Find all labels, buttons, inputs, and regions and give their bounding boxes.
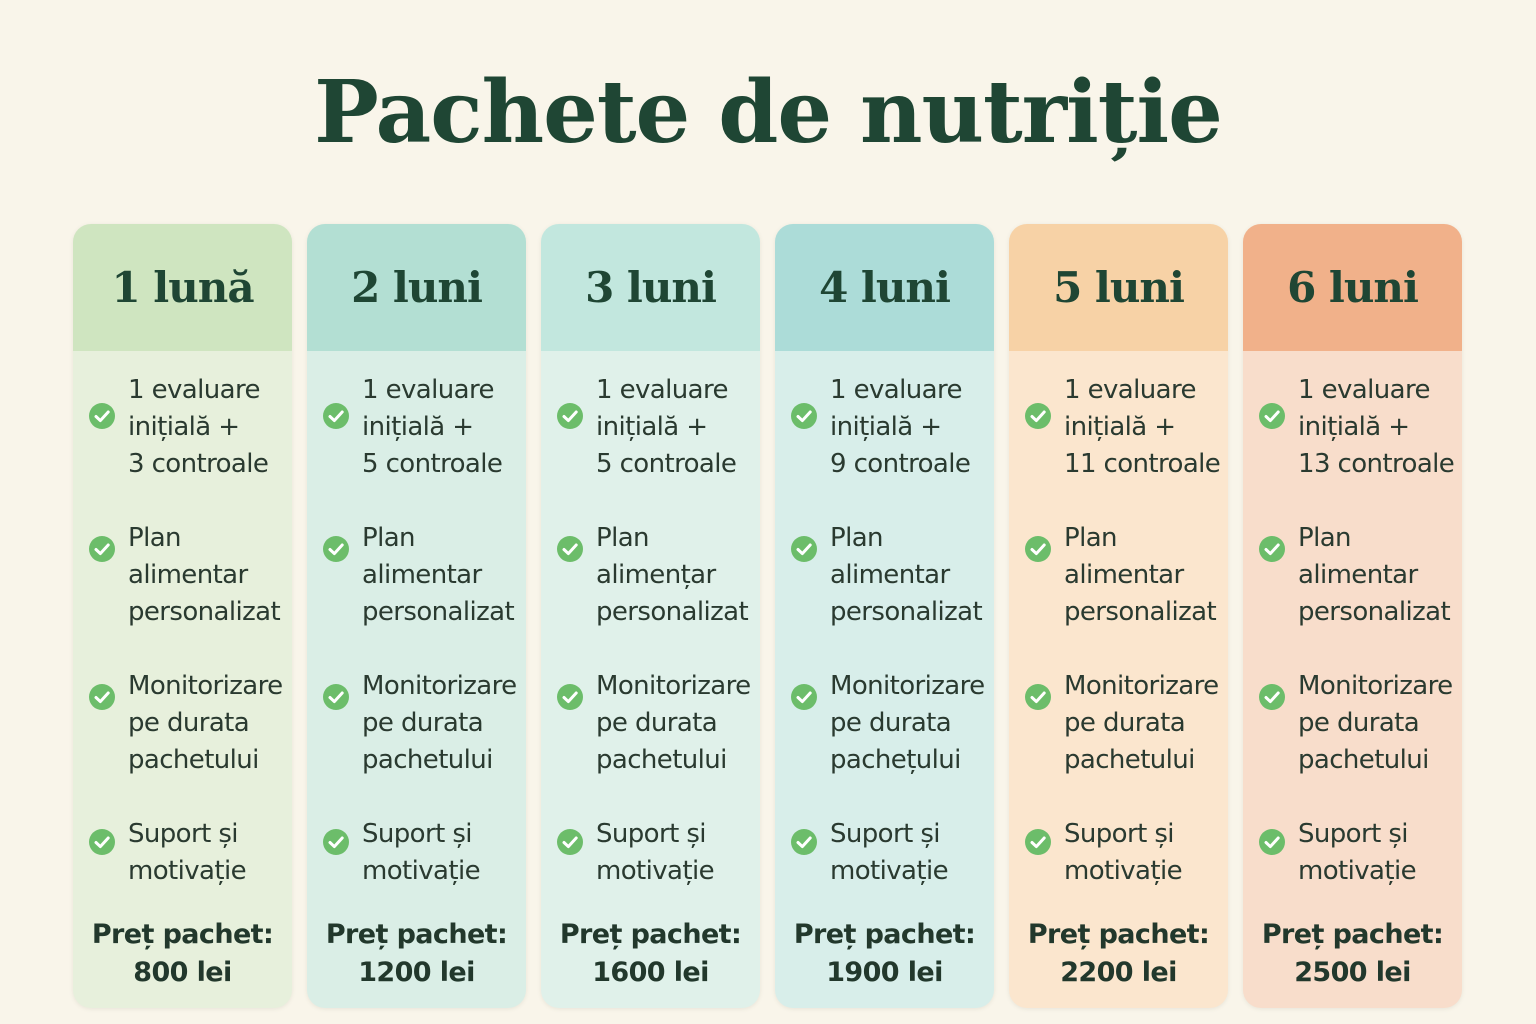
feature-evaluation: [775, 372, 994, 492]
check-icon: [88, 828, 116, 856]
check-icon: [88, 402, 116, 430]
check-icon: [1258, 828, 1286, 856]
price-label: Preț pachet:: [325, 919, 508, 950]
feature-text: Suport și motivație: [830, 819, 948, 886]
check-icon: [1258, 535, 1286, 563]
feature-text: Monitorizare pe durata pachetului: [1064, 671, 1219, 775]
feature-monitoring: [1009, 668, 1228, 788]
price-value: 2200 lei: [1060, 957, 1177, 988]
price-value: 2500 lei: [1294, 957, 1411, 988]
package-card: [307, 224, 526, 1008]
feature-text: 1 evaluare inițială + 5 controale: [362, 375, 503, 479]
package-cards: [73, 224, 1463, 1008]
package-card: [1009, 224, 1228, 1008]
package-card-header: [73, 224, 292, 351]
feature-evaluation: [1009, 372, 1228, 492]
check-icon: [556, 828, 584, 856]
package-price: [307, 916, 526, 992]
price-label: Preț pachet:: [793, 919, 976, 950]
check-icon: [790, 535, 818, 563]
check-icon: [322, 535, 350, 563]
package-card: [541, 224, 760, 1008]
check-icon: [1258, 683, 1286, 711]
check-icon: [1258, 402, 1286, 430]
feature-text: Plan alimentar personalizat: [362, 523, 515, 627]
package-card: [73, 224, 292, 1008]
feature-text: Plan alimentar personalizat: [1298, 523, 1451, 627]
feature-text: Suport și motivație: [1298, 819, 1416, 886]
package-duration: 3 luni: [585, 263, 716, 312]
feature-meal-plan: [1009, 520, 1228, 640]
package-price: [775, 916, 994, 992]
feature-monitoring: [73, 668, 292, 788]
package-card-header: [541, 224, 760, 351]
feature-text: Plan alimentar personalizat: [128, 523, 281, 627]
package-card-header: [307, 224, 526, 351]
feature-evaluation: [1243, 372, 1462, 492]
feature-meal-plan: [541, 520, 760, 640]
check-icon: [322, 828, 350, 856]
price-value: 1200 lei: [358, 957, 475, 988]
package-duration: 1 lună: [111, 263, 254, 312]
check-icon: [322, 683, 350, 711]
feature-meal-plan: [73, 520, 292, 640]
feature-text: 1 evaluare inițială + 11 controale: [1064, 375, 1221, 479]
check-icon: [1024, 683, 1052, 711]
package-card-header: [775, 224, 994, 351]
feature-monitoring: [541, 668, 760, 788]
feature-text: Monitorizare pe durata pachetului: [596, 671, 751, 775]
price-value: 1900 lei: [826, 957, 943, 988]
check-icon: [322, 402, 350, 430]
feature-text: Monitorizare pe durata pachetului: [1298, 671, 1453, 775]
package-price: [73, 916, 292, 992]
package-card: [1243, 224, 1462, 1008]
feature-text: Monitorizare pe durata pachetului: [362, 671, 517, 775]
feature-meal-plan: [775, 520, 994, 640]
package-duration: 6 luni: [1287, 263, 1418, 312]
package-price: [1009, 916, 1228, 992]
feature-text: Monitorizare pe durata pachețului: [830, 671, 985, 775]
feature-monitoring: [307, 668, 526, 788]
feature-meal-plan: [307, 520, 526, 640]
check-icon: [1024, 828, 1052, 856]
feature-monitoring: [1243, 668, 1462, 788]
check-icon: [88, 535, 116, 563]
check-icon: [1024, 535, 1052, 563]
price-label: Preț pachet:: [1027, 919, 1210, 950]
check-icon: [790, 828, 818, 856]
package-duration: 4 luni: [819, 263, 950, 312]
package-card: [775, 224, 994, 1008]
feature-monitoring: [775, 668, 994, 788]
price-label: Preț pachet:: [1261, 919, 1444, 950]
check-icon: [1024, 402, 1052, 430]
feature-text: 1 evaluare inițială + 5 controale: [596, 375, 737, 479]
check-icon: [790, 683, 818, 711]
feature-text: 1 evaluare inițială + 3 controale: [128, 375, 269, 479]
check-icon: [556, 683, 584, 711]
package-duration: 2 luni: [351, 263, 482, 312]
check-icon: [556, 402, 584, 430]
package-price: [541, 916, 760, 992]
feature-text: 1 evaluare inițială + 13 controale: [1298, 375, 1455, 479]
feature-evaluation: [73, 372, 292, 492]
feature-text: Suport și motivație: [362, 819, 480, 886]
feature-text: Plan alimentar personalizat: [1064, 523, 1217, 627]
price-label: Preț pachet:: [559, 919, 742, 950]
package-card-header: [1243, 224, 1462, 351]
package-card-header: [1009, 224, 1228, 351]
package-duration: 5 luni: [1053, 263, 1184, 312]
feature-meal-plan: [1243, 520, 1462, 640]
price-value: 800 lei: [133, 957, 232, 988]
page-title: Pachete de nutriție: [314, 62, 1222, 163]
feature-text: Suport și motivație: [128, 819, 246, 886]
feature-evaluation: [307, 372, 526, 492]
check-icon: [556, 535, 584, 563]
feature-text: Suport și motivație: [1064, 819, 1182, 886]
price-value: 1600 lei: [592, 957, 709, 988]
feature-text: Monitorizare pe durata pachetului: [128, 671, 283, 775]
feature-text: Plan alimentar personalizat: [830, 523, 983, 627]
feature-text: 1 evaluare inițială + 9 controale: [830, 375, 971, 479]
package-price: [1243, 916, 1462, 992]
price-label: Preț pachet:: [91, 919, 274, 950]
check-icon: [88, 683, 116, 711]
feature-text: Suport și motivație: [596, 819, 714, 886]
feature-text: Plan alimențar personalizat: [596, 523, 749, 627]
check-icon: [790, 402, 818, 430]
feature-evaluation: [541, 372, 760, 492]
